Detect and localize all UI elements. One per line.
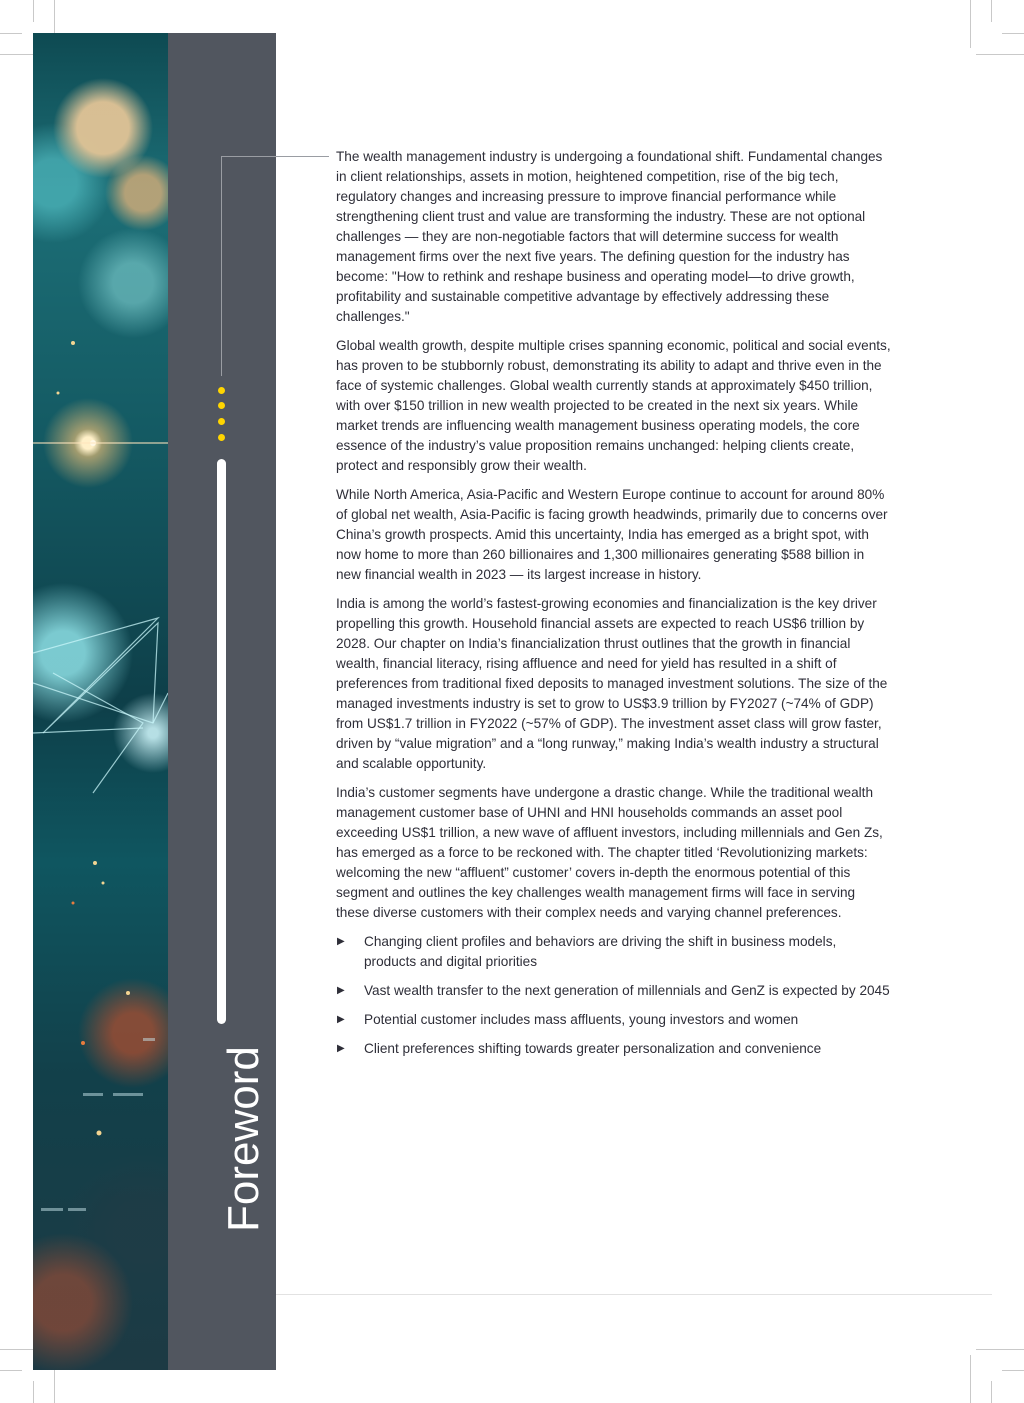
paragraph: The wealth management industry is undergoing a foundational shift. Fundamental changes in client relationships, assets in motion, heightened competition, rise of the big tech, regulatory changes and increasing pressure to improve financial performance while strengthening client trust and value are transforming the industry. These are not optional challenges — they are non-negotiable factors that will determine success for wealth management firms over the next five years. The defining question for the industry has become: "How to rethink and reshape business and operating model—to drive growth, profitability and sustainable competitive advantage by effectively addressing these challenges." bbox=[336, 149, 883, 324]
bullet-arrow-icon: ▶ bbox=[337, 936, 345, 947]
leader-line bbox=[221, 156, 222, 376]
list-item-text: Client preferences shifting towards greater personalization and convenience bbox=[364, 1041, 822, 1056]
cover-image bbox=[33, 33, 168, 1370]
crop-mark bbox=[991, 0, 992, 22]
accent-dot bbox=[218, 434, 225, 441]
crop-mark bbox=[1002, 33, 1024, 34]
crop-mark bbox=[33, 1381, 34, 1403]
crop-mark bbox=[976, 1349, 1024, 1350]
paragraph: India’s customer segments have undergone a drastic change. While the traditional wealth management customer base of UHNI and HNI households commands an asset pool exceeding US$1 trillion, a new wave of affluent investors, including millennials and Gen Zs, has emerged as a force to be reckoned with. The chapter titled ‘Revolutionizing markets: welcoming the new “affluent” customer’ covers in-depth the enormous potential of this segment and outlines the key challenges wealth management firms will face in serving these diverse customers with their complex needs and varying channel preferences. bbox=[336, 785, 883, 920]
list-item-text: Vast wealth transfer to the next generation of millennials and GenZ is expected by 2045 bbox=[364, 983, 890, 998]
list-item-text: Changing client profiles and behaviors are driving the shift in business models, products and digital priorities bbox=[364, 934, 837, 969]
network-lines-graphic bbox=[33, 33, 168, 1370]
bullet-arrow-icon: ▶ bbox=[337, 1043, 345, 1054]
section-title: Foreword bbox=[219, 1046, 268, 1232]
crop-mark bbox=[970, 1355, 971, 1403]
crop-mark bbox=[991, 1381, 992, 1403]
foreword-body bbox=[336, 147, 892, 1068]
list-item-text: Potential customer includes mass affluents, young investors and women bbox=[364, 1012, 799, 1027]
list-item bbox=[336, 1039, 892, 1059]
footer-divider bbox=[276, 1294, 992, 1295]
list-item bbox=[336, 1010, 892, 1030]
bullet-list bbox=[336, 932, 892, 1059]
paragraph: While North America, Asia-Pacific and Western Europe continue to account for around 80% of global net wealth, Asia-Pacific is facing growth headwinds, primarily due to concerns over China’s growth prospects. Amid this uncertainty, India has emerged as a bright spot, with now home to more than 260 billionaires and 1,300 millionaires generating $588 billion in new financial wealth in 2023 — its largest increase in history. bbox=[336, 487, 888, 582]
list-item bbox=[336, 932, 892, 972]
paragraph: India is among the world’s fastest-growing economies and financialization is the key driver propelling this growth. Household financial assets are expected to reach US$6 trillion by 2028. Our chapter on India’s financialization thrust outlines that the growth in financial wealth, financial literacy, rising affluence and need for yield has resulted in a shift of preferences from traditional fixed deposits to managed investment solutions. The size of the managed investments industry is set to grow to US$3.9 trillion by FY2027 (~74% of GDP) from US$1.7 trillion in FY2022 (~57% of GDP). The investment asset class will grow faster, driven by “value migration” and a “long runway,” making India’s wealth industry a structural and scalable opportunity. bbox=[336, 596, 888, 771]
crop-mark bbox=[0, 1370, 22, 1371]
crop-mark bbox=[0, 33, 22, 34]
accent-bar bbox=[217, 459, 226, 1024]
crop-mark bbox=[976, 54, 1024, 55]
leader-line bbox=[221, 156, 329, 157]
accent-dot bbox=[218, 418, 225, 425]
list-item bbox=[336, 981, 892, 1001]
accent-dot bbox=[218, 402, 225, 409]
bullet-arrow-icon: ▶ bbox=[337, 985, 345, 996]
crop-mark bbox=[970, 0, 971, 48]
bullet-arrow-icon: ▶ bbox=[337, 1014, 345, 1025]
accent-dot bbox=[218, 387, 225, 394]
crop-mark bbox=[1002, 1370, 1024, 1371]
paragraph: Global wealth growth, despite multiple crises spanning economic, political and social events, has proven to be stubbornly robust, demonstrating its ability to adapt and thrive even in the face of systemic challenges. Global wealth currently stands at approximately $450 trillion, with over $150 trillion in new wealth projected to be created in the next six years. While market trends are influencing wealth management business operating models, the core essence of the industry’s value proposition remains unchanged: helping clients create, protect and responsibly grow their wealth. bbox=[336, 338, 891, 473]
crop-mark bbox=[33, 0, 34, 22]
